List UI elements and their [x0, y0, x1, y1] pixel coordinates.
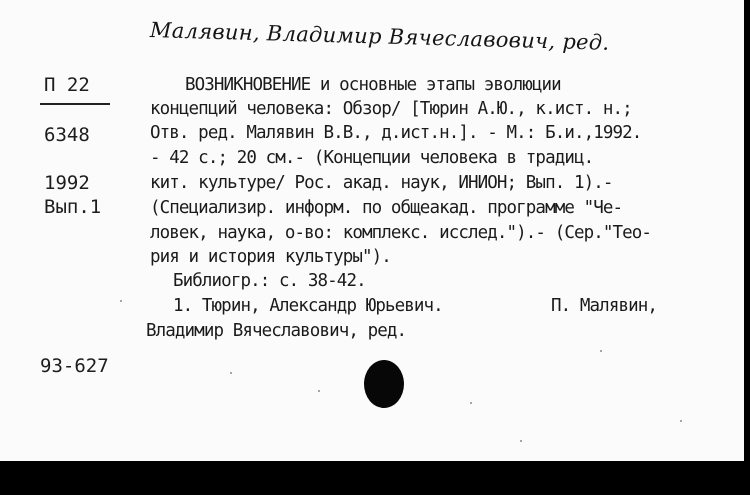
issue-number: Вып.1	[44, 196, 102, 218]
tracing-line: Владимир Вячеславович, ред.	[146, 321, 407, 341]
speck	[318, 390, 320, 392]
entry-line: концепций человека: Обзор/ [Тюрин А.Ю., к.ист. н.;	[150, 99, 632, 119]
card-punch-hole	[364, 360, 404, 408]
bibliography-line: Библиогр.: с. 38-42.	[173, 271, 366, 291]
index-underline	[40, 103, 110, 105]
speck	[600, 350, 602, 352]
speck	[470, 402, 472, 404]
speck	[520, 440, 522, 442]
entry-line: ВОЗНИКНОВЕНИЕ и основные этапы эволюции	[185, 75, 561, 95]
tracing-second-author: П. Малявин,	[551, 296, 657, 316]
inventory-number: 6348	[44, 124, 90, 146]
entry-line: ловек, наука, о-во: комплекс. исслед.").- (Сер."Тео-	[150, 223, 652, 243]
tracing-line: 1. Тюрин, Александр Юрьевич.	[173, 296, 443, 316]
entry-line: (Специализир. информ. по общеакад. программе "Че-	[150, 198, 623, 218]
card-right-edge	[745, 0, 750, 461]
scan-bottom-border	[0, 461, 750, 495]
publication-year: 1992	[44, 172, 90, 194]
entry-line: кит. культуре/ Рос. акад. наук, ИНИОН; Вып. 1).-	[150, 173, 613, 193]
entry-line: Отв. ред. Малявин В.В., д.ист.н.]. - М.: Б.и.,1992.	[150, 123, 642, 143]
card-index: П 22	[44, 74, 90, 96]
accession-number: 93-627	[40, 355, 109, 377]
entry-line: рия и история культуры").	[150, 247, 391, 267]
speck	[680, 420, 682, 422]
speck	[230, 372, 232, 374]
handwritten-editor-note: Малявин, Владимир Вячеславович, ред.	[149, 18, 610, 55]
speck	[120, 300, 122, 302]
entry-line: - 42 с.; 20 см.- (Концепции человека в традиц.	[150, 148, 594, 168]
